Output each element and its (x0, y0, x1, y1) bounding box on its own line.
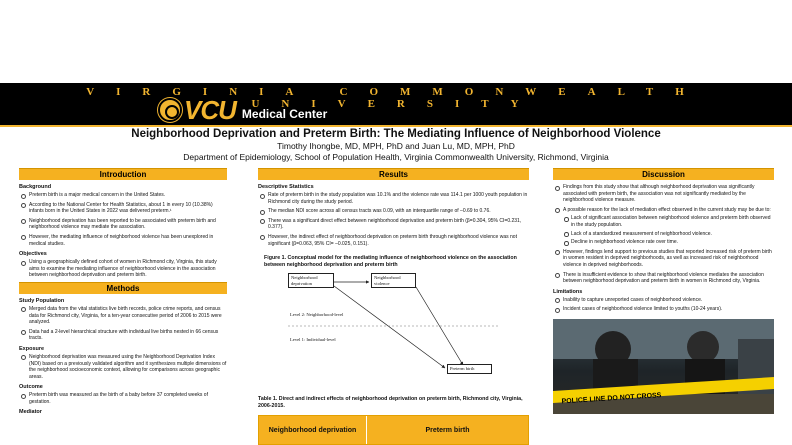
list-item: According to the National Center for Health Statistics, about 1 in every 10 (10.38%) infants born in the United States in 2022 was delivered preterm.¹ (19, 202, 227, 215)
list-item: The median NDI score across all census tracts was 0.09, with an interquartile range of –0.69 to 0.76. (258, 208, 529, 215)
column-right (553, 168, 774, 414)
list-item: There was a significant direct effect between neighborhood deprivation and preterm birth (β=0.304, 95% CI=0.231, 0.377). (258, 218, 529, 231)
reasons-list (563, 215, 774, 245)
mediator-label: Mediator (19, 409, 42, 416)
list-item: Rate of preterm birth in the study population was 10.1% and the violence rate was 114.1 per 1000 youth population in Richmond city during the study period. (258, 192, 529, 205)
list-item: Lack of a standardized measurement of neighborhood violence. (563, 231, 774, 238)
box-preterm: Preterm birth (447, 364, 492, 374)
tape-text: POLICE LINE DO NOT CROSS (561, 392, 662, 406)
discussion-heading: Discussion (553, 168, 774, 180)
objectives-list (19, 259, 227, 279)
population-label: Study Population (19, 297, 65, 304)
poster-affiliation: Department of Epidemiology, School of Population Health, Virginia Commonwealth University, Richmond, Virginia (183, 152, 609, 162)
list-item: However, the indirect effect of neighborhood deprivation on preterm birth through neighborhood violence was not significant (β=0.063, 95% CI= –0.025, 0.151). (258, 234, 529, 247)
seal-icon (158, 98, 182, 122)
university-name: VIRGINIA COMMONWEALTH UNIVERSITY (86, 86, 706, 110)
discussion-list (553, 184, 774, 285)
list-item: Using a geographically defined cohort of women in Richmond city, Virginia, this study aims to examine the mediating influence of neighborhood violence in the association between neighborhood deprivation and preterm birth. (19, 259, 227, 279)
list-item: However, the mediating influence of neighborhood violence has been unexplored in medical studies. (19, 234, 227, 247)
police-tape-photo (553, 319, 774, 414)
list-item: Lack of significant association between neighborhood violence and preterm birth observed in the study population. (563, 215, 774, 228)
list-item: Neighborhood deprivation has been reported to be associated with preterm birth and neighborhood violence may mediate the association. (19, 218, 227, 231)
exposure-list (19, 354, 227, 380)
vcu-logo (158, 97, 327, 123)
list-item: However, findings lend support to previous studies that reported increased risk of preterm birth in women resident in deprived neighborhoods, as well as increased risk of neighborhood violence in deprived neighborhoods. (553, 249, 774, 269)
limitations-label: Limitations (553, 288, 583, 295)
outcome-label: Outcome (19, 384, 43, 391)
results-list (258, 192, 529, 247)
list-item: Inability to capture unreported cases of neighborhood violence. (553, 297, 774, 304)
table-caption: Table 1. Direct and indirect effects of neighborhood deprivation on preterm birth, Richmond city, Virginia, 2006-2015. (258, 396, 523, 409)
list-item: Incident cases of neighborhood violence limited to youths (10-24 years). (553, 306, 774, 313)
figure-caption: Figure 1. Conceptual model for the mediating influence of neighborhood violence on the association between neighborhood deprivation and preterm birth (264, 255, 517, 268)
list-item: Decline in neighborhood violence rate over time. (563, 239, 774, 246)
list-item: Findings from this study show that although neighborhood deprivation was significantly associated with preterm birth, the association was not significantly mediated by the neighborhood violence measure. (553, 184, 774, 204)
box-deprivation: Neighborhood deprivation (288, 273, 334, 288)
list-item: Neighborhood deprivation was measured using the Neighborhood Deprivation Index (NDI) based on a previously validated algorithm and it synthesizes multiple dimensions of the neighborhood socioeconomic context, allowing for comparisons across geographic areas. (19, 354, 227, 380)
introduction-heading: Introduction (19, 168, 227, 180)
list-item: Merged data from the vital statistics live birth records, police crime reports, and census data for Richmond city, Virginia, for a ten-year consecutive period of 2006 to 2015 were analyzed. (19, 306, 227, 326)
box-violence: Neighborhood violence (371, 273, 416, 288)
poster-title: Neighborhood Deprivation and Preterm Birth: The Mediating Influence of Neighborhood Violence (131, 128, 661, 140)
table-header-cell: Neighborhood deprivation (259, 416, 367, 444)
column-left (19, 168, 227, 417)
poster-authors: Timothy Ihongbe, MD, MPH, PhD and Juan Lu, MD, MPH, PhD (277, 141, 515, 151)
photo-scene (553, 319, 774, 414)
table-header-cell: Preterm birth (425, 426, 470, 434)
table-header-row (258, 415, 529, 445)
list-item-text: A possible reason for the lack of mediation effect observed in the current study may be due to: (563, 206, 771, 213)
exposure-label: Exposure (19, 345, 45, 352)
list-item: There is insufficient evidence to show that neighborhood violence mediates the association between neighborhood deprivation and preterm birth in women in Richmond city, Virginia. (553, 272, 774, 285)
list-item: Preterm birth was measured as the birth of a baby before 37 completed weeks of gestation. (19, 392, 227, 405)
logo-word: VCU (184, 95, 236, 125)
arrow-violence-preterm (416, 287, 463, 365)
arrow-deprivation-preterm (334, 286, 445, 368)
column-middle (258, 168, 529, 445)
background-label: Background (19, 184, 52, 190)
limitations-list (553, 297, 774, 313)
methods-heading: Methods (19, 282, 227, 294)
objectives-label: Objectives (19, 251, 47, 258)
descriptive-label: Descriptive Statistics (258, 184, 314, 190)
list-item: Data had a 2-level hierarchical structure with individual live births nested in 66 census tracts. (19, 329, 227, 342)
population-list (19, 306, 227, 342)
list-item: Preterm birth is a major medical concern in the United States. (19, 192, 227, 199)
outcome-list (19, 392, 227, 405)
label-level-1: Level 1: Individual-level (290, 337, 336, 343)
logo-suffix: Medical Center (241, 107, 328, 121)
label-level-2: Level 2: Neighborhood-level (290, 312, 344, 318)
list-item (553, 207, 774, 246)
conceptual-model-diagram (258, 270, 529, 390)
background-list (19, 192, 227, 247)
banner-divider (0, 125, 792, 127)
results-heading: Results (258, 168, 529, 180)
top-margin (0, 0, 792, 83)
